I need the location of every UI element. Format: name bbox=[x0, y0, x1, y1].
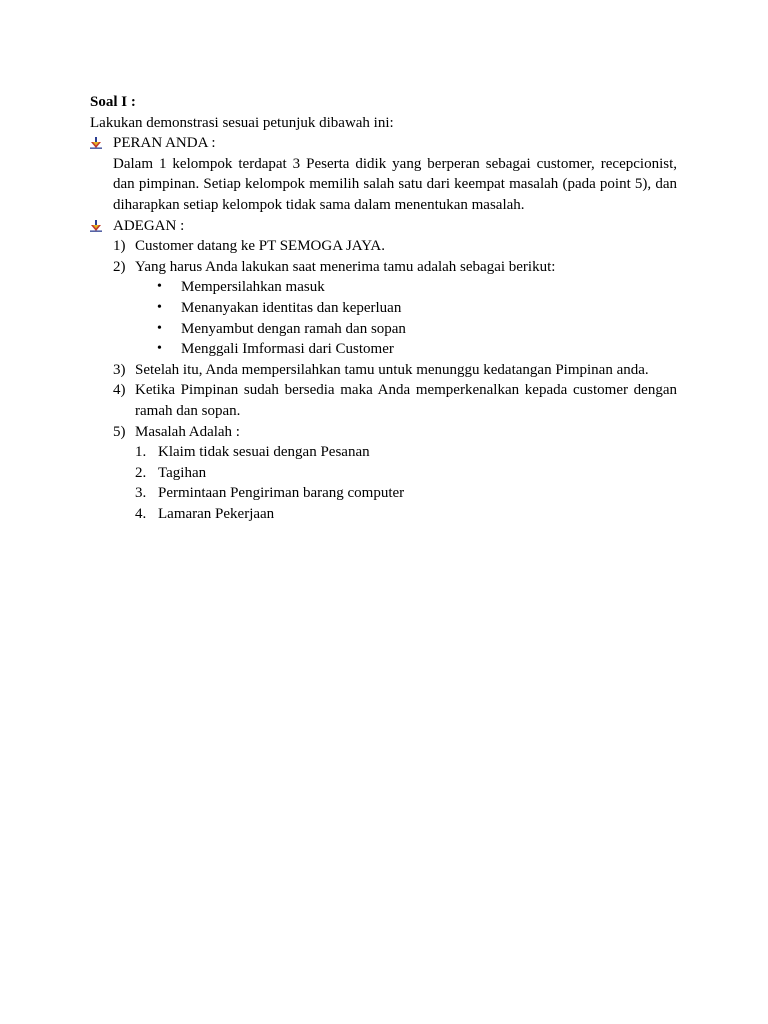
problem-text: Permintaan Pengiriman barang computer bbox=[158, 485, 405, 502]
step-text: Customer datang ke PT SEMOGA JAYA. bbox=[135, 238, 386, 255]
bullet-item bbox=[90, 339, 677, 360]
step-number: 1) bbox=[113, 238, 126, 255]
document-page bbox=[90, 92, 677, 524]
step-number: 2) bbox=[113, 258, 126, 275]
step-item bbox=[90, 257, 677, 278]
problem-number: 1. bbox=[135, 444, 147, 461]
section-title: PERAN ANDA : bbox=[113, 135, 216, 152]
step-number: 5) bbox=[113, 423, 126, 440]
problem-item bbox=[90, 483, 677, 504]
problem-number: 2. bbox=[135, 464, 147, 481]
step-item bbox=[90, 380, 677, 421]
bullet-dot-icon: • bbox=[157, 341, 162, 357]
problem-text: Lamaran Pekerjaan bbox=[158, 505, 275, 522]
problem-text: Tagihan bbox=[158, 464, 207, 481]
bullet-dot-icon: • bbox=[157, 320, 162, 336]
step-text: Masalah Adalah : bbox=[135, 423, 240, 440]
problem-item bbox=[90, 442, 677, 463]
problem-number: 4. bbox=[135, 505, 147, 522]
bullet-item bbox=[90, 298, 677, 319]
problem-item bbox=[90, 504, 677, 525]
step-text: Setelah itu, Anda mempersilahkan tamu untuk menunggu kedatangan Pimpinan anda. bbox=[135, 361, 649, 378]
bullet-item bbox=[90, 277, 677, 298]
instruction-intro: Lakukan demonstrasi sesuai petunjuk dibawah ini: bbox=[90, 114, 394, 131]
step-number: 4) bbox=[113, 382, 126, 399]
problem-item bbox=[90, 463, 677, 484]
arrow-bullet-icon bbox=[90, 220, 102, 232]
step-item bbox=[90, 236, 677, 257]
arrow-bullet-icon bbox=[90, 137, 102, 149]
bullet-dot-icon: • bbox=[157, 279, 162, 295]
section-title: ADEGAN : bbox=[113, 217, 185, 234]
bullet-text: Mempersilahkan masuk bbox=[181, 279, 325, 296]
bullet-dot-icon: • bbox=[157, 299, 162, 315]
step-item bbox=[90, 360, 677, 381]
problem-number: 3. bbox=[135, 485, 147, 502]
section-adegan bbox=[90, 216, 677, 237]
step-text: Yang harus Anda lakukan saat menerima tamu adalah sebagai berikut: bbox=[135, 258, 556, 275]
bullet-text: Menyambut dengan ramah dan sopan bbox=[181, 320, 406, 337]
section-paragraph: Dalam 1 kelompok terdapat 3 Peserta didik yang berperan sebagai customer, recepcionist, dan pimpinan. Setiap kelompok memilih salah satu dari keempat masalah (pada point 5), dan diharapkan setiap kelompok tidak sama dalam menentukan masalah. bbox=[113, 155, 677, 213]
step-number: 3) bbox=[113, 361, 126, 378]
problem-text: Klaim tidak sesuai dengan Pesanan bbox=[158, 444, 370, 461]
question-heading: Soal I : bbox=[90, 94, 136, 110]
bullet-item bbox=[90, 319, 677, 340]
step-text: Ketika Pimpinan sudah bersedia maka Anda memperkenalkan kepada customer dengan ramah dan sopan. bbox=[135, 382, 677, 419]
bullet-text: Menanyakan identitas dan keperluan bbox=[181, 299, 402, 316]
section-peran-anda bbox=[90, 133, 677, 215]
bullet-text: Menggali Imformasi dari Customer bbox=[181, 341, 394, 358]
step-item bbox=[90, 422, 677, 443]
